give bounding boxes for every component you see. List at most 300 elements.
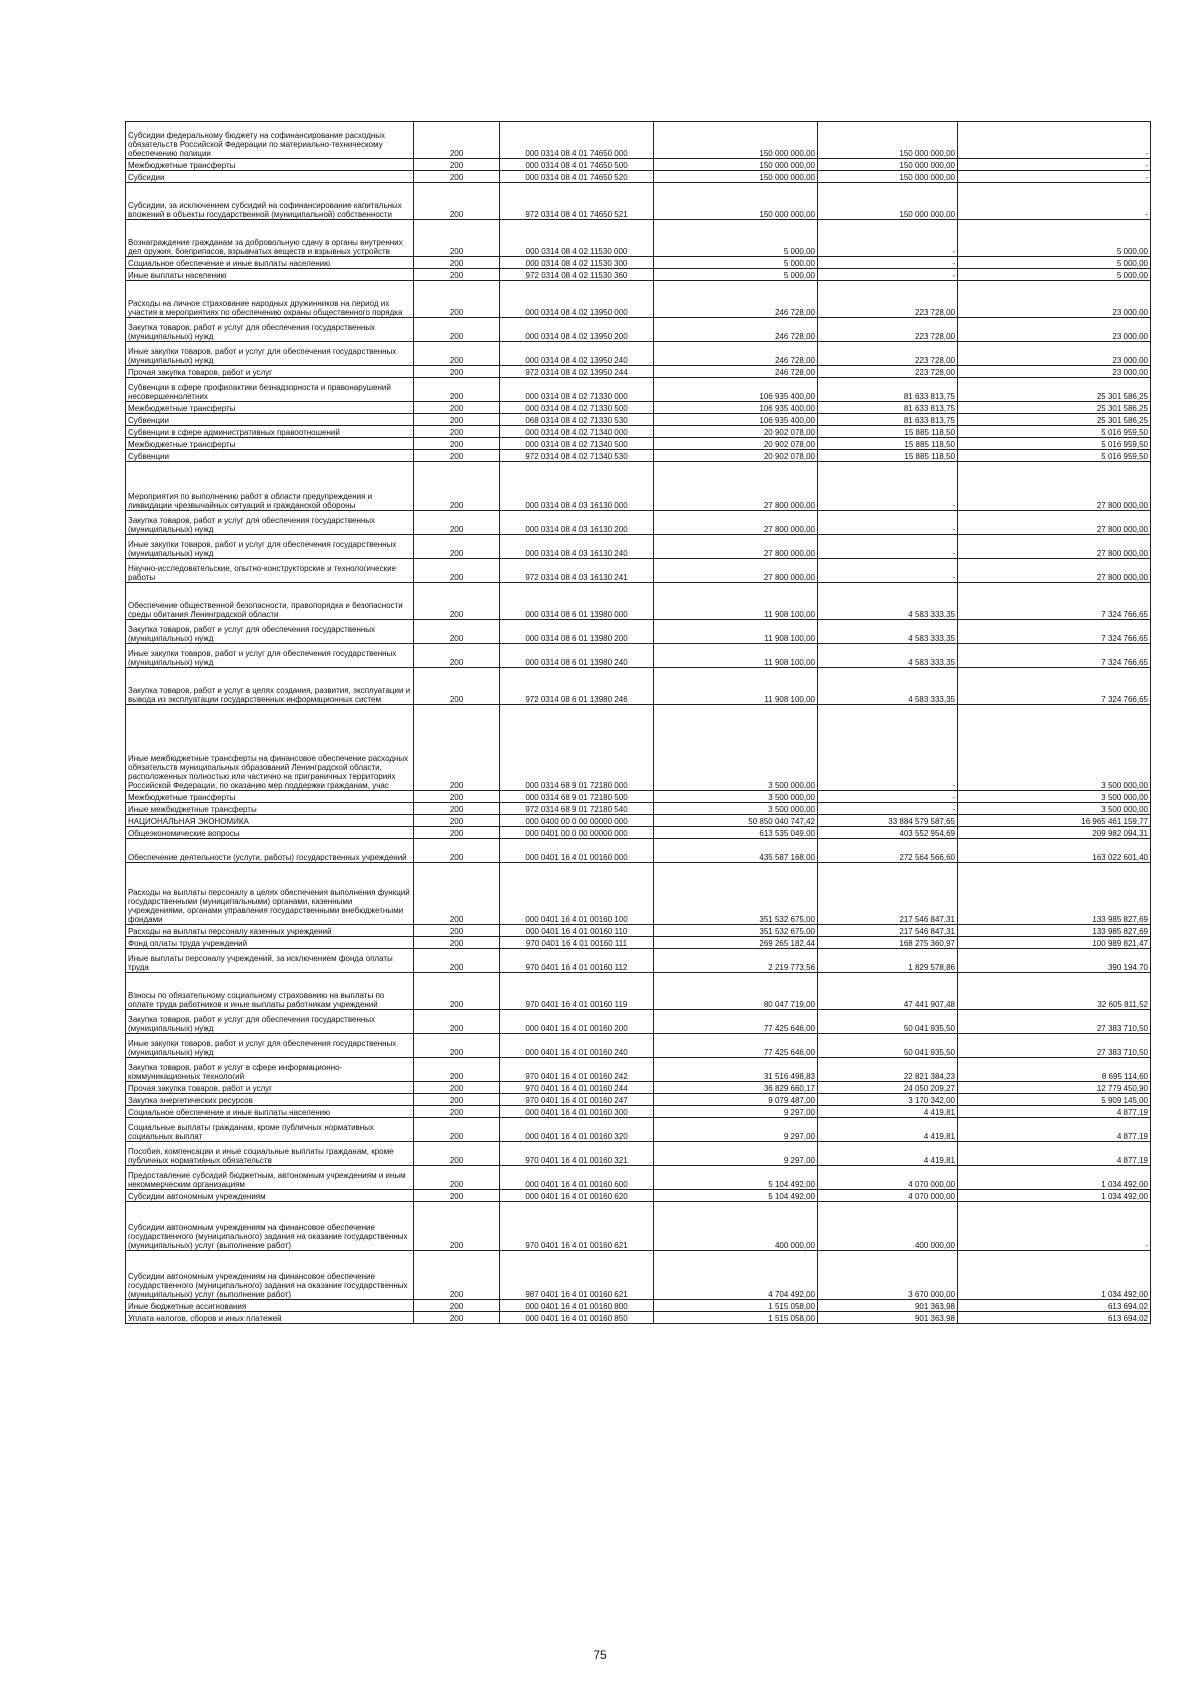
cell-code: 200 xyxy=(414,159,500,171)
cell-name: Взносы по обязательному социальному страхованию на выплаты по оплате труда работников и иные выплаты работникам учреждений xyxy=(126,973,414,1010)
cell-kbk: 972 0314 68 9 01 72180 540 xyxy=(500,803,654,815)
cell-code: 200 xyxy=(414,705,500,791)
cell-v2: - xyxy=(818,269,958,281)
cell-v2: 4 583 333,35 xyxy=(818,644,958,668)
cell-v1: 9 079 487,00 xyxy=(654,1094,818,1106)
cell-kbk: 970 0401 16 4 01 00160 321 xyxy=(500,1142,654,1166)
cell-kbk: 000 0314 68 9 01 72180 500 xyxy=(500,791,654,803)
cell-name: Научно-исследовательские, опытно-конструкторские и технологические работы xyxy=(126,559,414,583)
cell-name: Иные выплаты персоналу учреждений, за исключением фонда оплаты труда xyxy=(126,949,414,973)
cell-v1: 3 500 000,00 xyxy=(654,791,818,803)
cell-v1: 20 902 078,00 xyxy=(654,426,818,438)
cell-name: Межбюджетные трансферты xyxy=(126,402,414,414)
cell-code: 200 xyxy=(414,1010,500,1034)
cell-code: 200 xyxy=(414,511,500,535)
cell-kbk: 000 0314 08 4 02 13950 240 xyxy=(500,342,654,366)
table-row xyxy=(126,462,1151,511)
cell-v3: 27 800 000,00 xyxy=(958,462,1151,511)
table-row xyxy=(126,827,1151,839)
cell-v3: 8 695 114,60 xyxy=(958,1058,1151,1082)
cell-name: Социальные выплаты гражданам, кроме публичных нормативных социальных выплат xyxy=(126,1118,414,1142)
cell-v3: 1 034 492,00 xyxy=(958,1166,1151,1190)
cell-v3: 4 877,19 xyxy=(958,1142,1151,1166)
cell-name: Субвенции xyxy=(126,450,414,462)
cell-code: 200 xyxy=(414,1202,500,1251)
cell-name: Иные закупки товаров, работ и услуг для обеспечения государственных (муниципальных) нужд xyxy=(126,535,414,559)
cell-name: Субсидии, за исключением субсидий на софинансирование капитальных вложений в объекты государственной (муниципальной) собственности xyxy=(126,183,414,220)
cell-code: 200 xyxy=(414,414,500,426)
cell-name: Иные закупки товаров, работ и услуг для обеспечения государственных (муниципальных) нужд xyxy=(126,342,414,366)
cell-code: 200 xyxy=(414,366,500,378)
table-row xyxy=(126,414,1151,426)
cell-name: Обеспечение общественной безопасности, правопорядка и безопасности среды обитания Ленинградской области xyxy=(126,583,414,620)
cell-kbk: 000 0401 16 4 01 00160 100 xyxy=(500,863,654,925)
cell-v2: - xyxy=(818,535,958,559)
cell-v3: 4 877,19 xyxy=(958,1106,1151,1118)
cell-v3: 5 000,00 xyxy=(958,220,1151,257)
cell-code: 200 xyxy=(414,318,500,342)
cell-v3: 613 694,02 xyxy=(958,1312,1151,1324)
cell-v2: 400 000,00 xyxy=(818,1202,958,1251)
cell-kbk: 000 0314 08 4 02 71330 500 xyxy=(500,402,654,414)
table-row xyxy=(126,183,1151,220)
table-row xyxy=(126,122,1151,159)
table-row xyxy=(126,791,1151,803)
cell-kbk: 000 0401 16 4 01 00160 240 xyxy=(500,1034,654,1058)
cell-kbk: 000 0314 08 6 01 13980 000 xyxy=(500,583,654,620)
cell-v3: 25 301 586,25 xyxy=(958,414,1151,426)
cell-code: 200 xyxy=(414,220,500,257)
table-row xyxy=(126,1106,1151,1118)
cell-name: Прочая закупка товаров, работ и услуг xyxy=(126,366,414,378)
table-row xyxy=(126,450,1151,462)
cell-v1: 3 500 000,00 xyxy=(654,803,818,815)
cell-code: 200 xyxy=(414,1094,500,1106)
cell-v2: 223 728,00 xyxy=(818,366,958,378)
cell-kbk: 000 0314 08 4 02 11530 300 xyxy=(500,257,654,269)
cell-v1: 36 829 660,17 xyxy=(654,1082,818,1094)
cell-kbk: 000 0314 08 4 01 74650 000 xyxy=(500,122,654,159)
cell-v2: 272 564 566,60 xyxy=(818,839,958,863)
budget-table xyxy=(125,121,1151,1324)
cell-v3: - xyxy=(958,171,1151,183)
cell-v1: 50 850 040 747,42 xyxy=(654,815,818,827)
cell-v2: 4 583 333,35 xyxy=(818,583,958,620)
cell-v2: - xyxy=(818,257,958,269)
cell-kbk: 972 0314 08 6 01 13980 246 xyxy=(500,668,654,705)
table-row xyxy=(126,668,1151,705)
cell-v2: - xyxy=(818,511,958,535)
cell-name: Вознаграждение гражданам за добровольную сдачу в органы внутренних дел оружия, боеприпасов, взрывчатых веществ и взрывных устройств xyxy=(126,220,414,257)
cell-name: Иные закупки товаров, работ и услуг для обеспечения государственных (муниципальных) нужд xyxy=(126,1034,414,1058)
cell-v3: 23 000,00 xyxy=(958,318,1151,342)
cell-v1: 246 728,00 xyxy=(654,318,818,342)
cell-code: 200 xyxy=(414,1166,500,1190)
cell-code: 200 xyxy=(414,1058,500,1082)
cell-kbk: 068 0314 08 4 02 71330 530 xyxy=(500,414,654,426)
cell-code: 200 xyxy=(414,535,500,559)
cell-name: Субвенции xyxy=(126,414,414,426)
cell-v1: 1 515 058,00 xyxy=(654,1312,818,1324)
cell-v3: 7 324 766,65 xyxy=(958,644,1151,668)
cell-kbk: 987 0401 16 4 01 00160 621 xyxy=(500,1251,654,1300)
cell-name: НАЦИОНАЛЬНАЯ ЭКОНОМИКА xyxy=(126,815,414,827)
cell-name: Социальное обеспечение и иные выплаты населению xyxy=(126,257,414,269)
cell-name: Закупка товаров, работ и услуг для обеспечения государственных (муниципальных) нужд xyxy=(126,620,414,644)
cell-v1: 246 728,00 xyxy=(654,366,818,378)
cell-code: 200 xyxy=(414,1300,500,1312)
cell-v2: 403 552 954,69 xyxy=(818,827,958,839)
page-number: 75 xyxy=(593,1648,607,1662)
cell-code: 200 xyxy=(414,949,500,973)
cell-kbk: 000 0401 16 4 01 00160 800 xyxy=(500,1300,654,1312)
cell-code: 200 xyxy=(414,839,500,863)
cell-v2: - xyxy=(818,462,958,511)
cell-v3: 32 605 811,52 xyxy=(958,973,1151,1010)
table-row xyxy=(126,378,1151,402)
cell-code: 200 xyxy=(414,620,500,644)
cell-code: 200 xyxy=(414,668,500,705)
cell-v1: 2 219 773,56 xyxy=(654,949,818,973)
cell-v1: 5 000,00 xyxy=(654,220,818,257)
table-row xyxy=(126,438,1151,450)
cell-v1: 20 902 078,00 xyxy=(654,450,818,462)
cell-v1: 351 532 675,00 xyxy=(654,863,818,925)
cell-v2: 901 363,98 xyxy=(818,1312,958,1324)
table-row xyxy=(126,1058,1151,1082)
table-row xyxy=(126,1312,1151,1324)
cell-v2: 50 041 935,50 xyxy=(818,1010,958,1034)
cell-code: 200 xyxy=(414,937,500,949)
cell-v3: 7 324 766,65 xyxy=(958,620,1151,644)
cell-v2: 50 041 935,50 xyxy=(818,1034,958,1058)
table-row xyxy=(126,535,1151,559)
cell-code: 200 xyxy=(414,827,500,839)
cell-code: 200 xyxy=(414,791,500,803)
cell-kbk: 000 0314 08 4 03 16130 240 xyxy=(500,535,654,559)
cell-name: Иные межбюджетные трансферты на финансовое обеспечение расходных обязательств муниципальных образований Ленинградской области, расположенных полностью или частично на приграничных территориях Российской Федерации, по оказанию мер поддержки гражданам, учас xyxy=(126,705,414,791)
cell-v1: 351 532 675,00 xyxy=(654,925,818,937)
cell-v2: - xyxy=(818,220,958,257)
cell-v3: 5 000,00 xyxy=(958,257,1151,269)
table-row xyxy=(126,839,1151,863)
cell-name: Расходы на личное страхование народных дружинников на период их участия в мероприятиях по обеспечению охраны общественного порядка xyxy=(126,281,414,318)
cell-v3: 12 779 450,90 xyxy=(958,1082,1151,1094)
cell-v2: 4 419,81 xyxy=(818,1106,958,1118)
cell-v1: 27 800 000,00 xyxy=(654,511,818,535)
cell-v3: 163 022 601,40 xyxy=(958,839,1151,863)
cell-name: Расходы на выплаты персоналу казенных учреждений xyxy=(126,925,414,937)
cell-code: 200 xyxy=(414,583,500,620)
cell-name: Закупка товаров, работ и услуг в целях создания, развития, эксплуатации и вывода из эксплуатации государственных информационных систем xyxy=(126,668,414,705)
cell-v1: 106 935 400,00 xyxy=(654,402,818,414)
table-row xyxy=(126,1166,1151,1190)
cell-v1: 77 425 646,00 xyxy=(654,1034,818,1058)
cell-name: Пособия, компенсации и иные социальные выплаты гражданам, кроме публичных нормативных обязательств xyxy=(126,1142,414,1166)
cell-v2: 168 275 360,97 xyxy=(818,937,958,949)
cell-v1: 77 425 646,00 xyxy=(654,1010,818,1034)
table-row xyxy=(126,620,1151,644)
cell-v1: 613 535 049,00 xyxy=(654,827,818,839)
cell-v3: 209 982 094,31 xyxy=(958,827,1151,839)
cell-v3: 27 383 710,50 xyxy=(958,1010,1151,1034)
cell-kbk: 000 0401 16 4 01 00160 320 xyxy=(500,1118,654,1142)
cell-code: 200 xyxy=(414,1190,500,1202)
cell-v2: 901 363,98 xyxy=(818,1300,958,1312)
cell-code: 200 xyxy=(414,281,500,318)
cell-name: Социальное обеспечение и иные выплаты населению xyxy=(126,1106,414,1118)
cell-v1: 269 265 182,44 xyxy=(654,937,818,949)
cell-v2: - xyxy=(818,803,958,815)
cell-v1: 4 704 492,00 xyxy=(654,1251,818,1300)
cell-v2: 33 884 579 587,65 xyxy=(818,815,958,827)
cell-name: Расходы на выплаты персоналу в целях обеспечения выполнения функций государственными (муниципальными) органами, казенными учреждениями, органами управления государственными внебюджетными фондами xyxy=(126,863,414,925)
cell-v2: 223 728,00 xyxy=(818,318,958,342)
cell-code: 200 xyxy=(414,183,500,220)
cell-code: 200 xyxy=(414,342,500,366)
cell-v1: 11 908 100,00 xyxy=(654,668,818,705)
cell-v1: 11 908 100,00 xyxy=(654,583,818,620)
cell-v3: 4 877,19 xyxy=(958,1118,1151,1142)
cell-v2: 3 670 000,00 xyxy=(818,1251,958,1300)
cell-code: 200 xyxy=(414,559,500,583)
cell-v2: 4 070 000,00 xyxy=(818,1190,958,1202)
cell-kbk: 000 0314 08 6 01 13980 200 xyxy=(500,620,654,644)
table-row xyxy=(126,1118,1151,1142)
cell-name: Межбюджетные трансферты xyxy=(126,438,414,450)
cell-kbk: 000 0314 08 4 02 71340 000 xyxy=(500,426,654,438)
cell-kbk: 000 0401 16 4 01 00160 200 xyxy=(500,1010,654,1034)
cell-code: 200 xyxy=(414,269,500,281)
cell-v3: 133 985 827,69 xyxy=(958,863,1151,925)
cell-kbk: 000 0314 08 4 01 74650 500 xyxy=(500,159,654,171)
cell-v1: 5 104 492,00 xyxy=(654,1166,818,1190)
cell-v2: - xyxy=(818,791,958,803)
cell-name: Межбюджетные трансферты xyxy=(126,791,414,803)
table-row xyxy=(126,803,1151,815)
table-row xyxy=(126,342,1151,366)
cell-name: Субсидии автономным учреждениям на финансовое обеспечение государственного (муниципального) задания на оказание государственных (муниципальных) услуг (выполнение работ) xyxy=(126,1202,414,1251)
cell-v3: - xyxy=(958,183,1151,220)
cell-v3: - xyxy=(958,159,1151,171)
table-row xyxy=(126,863,1151,925)
cell-name: Межбюджетные трансферты xyxy=(126,159,414,171)
cell-code: 200 xyxy=(414,1034,500,1058)
cell-v1: 5 104 492,00 xyxy=(654,1190,818,1202)
cell-v3: 390 194,70 xyxy=(958,949,1151,973)
cell-code: 200 xyxy=(414,171,500,183)
cell-v1: 9 297,00 xyxy=(654,1118,818,1142)
cell-v1: 150 000 000,00 xyxy=(654,122,818,159)
cell-v1: 80 047 719,00 xyxy=(654,973,818,1010)
table-row xyxy=(126,815,1151,827)
cell-v1: 1 515 058,00 xyxy=(654,1300,818,1312)
cell-kbk: 000 0401 16 4 01 00160 850 xyxy=(500,1312,654,1324)
cell-kbk: 000 0401 16 4 01 00160 110 xyxy=(500,925,654,937)
cell-kbk: 972 0314 08 4 02 13950 244 xyxy=(500,366,654,378)
cell-v1: 5 000,00 xyxy=(654,257,818,269)
cell-v3: 3 500 000,00 xyxy=(958,803,1151,815)
cell-v3: 7 324 766,65 xyxy=(958,583,1151,620)
cell-v1: 27 800 000,00 xyxy=(654,535,818,559)
cell-code: 200 xyxy=(414,1082,500,1094)
cell-kbk: 972 0314 08 4 03 16130 241 xyxy=(500,559,654,583)
cell-code: 200 xyxy=(414,973,500,1010)
table-row xyxy=(126,1082,1151,1094)
table-row xyxy=(126,269,1151,281)
table-row xyxy=(126,1202,1151,1251)
cell-v1: 150 000 000,00 xyxy=(654,159,818,171)
cell-v2: 15 885 118,50 xyxy=(818,450,958,462)
cell-name: Прочая закупка товаров, работ и услуг xyxy=(126,1082,414,1094)
cell-code: 200 xyxy=(414,402,500,414)
cell-v1: 27 800 000,00 xyxy=(654,462,818,511)
cell-name: Закупка товаров, работ и услуг для обеспечения государственных (муниципальных) нужд xyxy=(126,318,414,342)
cell-code: 200 xyxy=(414,1118,500,1142)
cell-kbk: 970 0401 16 4 01 00160 111 xyxy=(500,937,654,949)
table-row xyxy=(126,559,1151,583)
cell-v2: 217 546 847,31 xyxy=(818,863,958,925)
cell-v3: 613 694,02 xyxy=(958,1300,1151,1312)
cell-kbk: 970 0401 16 4 01 00160 119 xyxy=(500,973,654,1010)
cell-name: Закупка товаров, работ и услуг для обеспечения государственных (муниципальных) нужд xyxy=(126,511,414,535)
cell-code: 200 xyxy=(414,1251,500,1300)
cell-v1: 20 902 078,00 xyxy=(654,438,818,450)
cell-v2: 4 583 333,35 xyxy=(818,668,958,705)
cell-kbk: 970 0401 16 4 01 00160 247 xyxy=(500,1094,654,1106)
cell-kbk: 000 0401 00 0 00 00000 000 xyxy=(500,827,654,839)
cell-v1: 150 000 000,00 xyxy=(654,171,818,183)
cell-v2: 150 000 000,00 xyxy=(818,183,958,220)
cell-code: 200 xyxy=(414,378,500,402)
cell-v3: 5 016 959,50 xyxy=(958,438,1151,450)
table-row xyxy=(126,973,1151,1010)
cell-code: 200 xyxy=(414,462,500,511)
table-row xyxy=(126,583,1151,620)
cell-v2: - xyxy=(818,705,958,791)
cell-v2: 47 441 907,48 xyxy=(818,973,958,1010)
cell-v3: 25 301 586,25 xyxy=(958,378,1151,402)
cell-name: Предоставление субсидий бюджетным, автономным учреждениям и иным некоммерческим организациям xyxy=(126,1166,414,1190)
table-row xyxy=(126,171,1151,183)
cell-v1: 435 587 168,00 xyxy=(654,839,818,863)
cell-v3: - xyxy=(958,122,1151,159)
cell-v1: 9 297,00 xyxy=(654,1142,818,1166)
table-row xyxy=(126,159,1151,171)
cell-v3: 3 500 000,00 xyxy=(958,791,1151,803)
cell-name: Иные бюджетные ассигнования xyxy=(126,1300,414,1312)
cell-kbk: 970 0401 16 4 01 00160 244 xyxy=(500,1082,654,1094)
cell-name: Закупка энергетических ресурсов xyxy=(126,1094,414,1106)
cell-v3: 1 034 492,00 xyxy=(958,1251,1151,1300)
cell-name: Субсидии автономным учреждениям xyxy=(126,1190,414,1202)
table-row xyxy=(126,281,1151,318)
cell-kbk: 000 0401 16 4 01 00160 600 xyxy=(500,1166,654,1190)
cell-v3: 133 985 827,69 xyxy=(958,925,1151,937)
cell-kbk: 970 0401 16 4 01 00160 242 xyxy=(500,1058,654,1082)
cell-code: 200 xyxy=(414,925,500,937)
cell-v1: 400 000,00 xyxy=(654,1202,818,1251)
cell-v2: 150 000 000,00 xyxy=(818,122,958,159)
cell-kbk: 000 0400 00 0 00 00000 000 xyxy=(500,815,654,827)
cell-v3: 25 301 586,25 xyxy=(958,402,1151,414)
cell-v3: 23 000,00 xyxy=(958,366,1151,378)
cell-v3: 100 989 821,47 xyxy=(958,937,1151,949)
cell-name: Фонд оплаты труда учреждений xyxy=(126,937,414,949)
cell-v3: 5 909 145,00 xyxy=(958,1094,1151,1106)
cell-v1: 11 908 100,00 xyxy=(654,620,818,644)
cell-code: 200 xyxy=(414,863,500,925)
cell-kbk: 000 0314 08 4 01 74650 520 xyxy=(500,171,654,183)
cell-kbk: 000 0314 08 4 02 13950 000 xyxy=(500,281,654,318)
cell-v2: 81 633 813,75 xyxy=(818,414,958,426)
cell-v2: 217 546 847,31 xyxy=(818,925,958,937)
cell-v3: 27 383 710,50 xyxy=(958,1034,1151,1058)
cell-v2: 223 728,00 xyxy=(818,342,958,366)
cell-kbk: 972 0314 08 4 01 74650 521 xyxy=(500,183,654,220)
cell-v1: 106 935 400,00 xyxy=(654,378,818,402)
cell-v2: 81 633 813,75 xyxy=(818,402,958,414)
cell-code: 200 xyxy=(414,122,500,159)
cell-v2: 150 000 000,00 xyxy=(818,159,958,171)
cell-kbk: 000 0401 16 4 01 00160 300 xyxy=(500,1106,654,1118)
cell-v3: 27 800 000,00 xyxy=(958,559,1151,583)
cell-v2: 150 000 000,00 xyxy=(818,171,958,183)
table-row xyxy=(126,925,1151,937)
cell-v2: 4 070 000,00 xyxy=(818,1166,958,1190)
budget-table-body xyxy=(126,122,1151,1324)
table-row xyxy=(126,1094,1151,1106)
cell-name: Общеэкономические вопросы xyxy=(126,827,414,839)
cell-v1: 27 800 000,00 xyxy=(654,559,818,583)
cell-name: Закупка товаров, работ и услуг для обеспечения государственных (муниципальных) нужд xyxy=(126,1010,414,1034)
cell-v1: 106 935 400,00 xyxy=(654,414,818,426)
cell-v2: 4 583 333,35 xyxy=(818,620,958,644)
cell-kbk: 000 0314 08 4 02 11530 000 xyxy=(500,220,654,257)
cell-v2: - xyxy=(818,559,958,583)
cell-v3: 23 000,00 xyxy=(958,281,1151,318)
cell-v2: 1 829 578,86 xyxy=(818,949,958,973)
cell-kbk: 000 0314 08 4 02 71330 000 xyxy=(500,378,654,402)
cell-v2: 22 821 384,23 xyxy=(818,1058,958,1082)
cell-kbk: 972 0314 08 4 02 71340 530 xyxy=(500,450,654,462)
table-row xyxy=(126,318,1151,342)
cell-v3: 1 034 492,00 xyxy=(958,1190,1151,1202)
table-row xyxy=(126,949,1151,973)
cell-v2: 4 419,81 xyxy=(818,1142,958,1166)
cell-v2: 3 170 342,00 xyxy=(818,1094,958,1106)
table-row xyxy=(126,644,1151,668)
cell-code: 200 xyxy=(414,426,500,438)
cell-kbk: 000 0314 08 4 03 16130 200 xyxy=(500,511,654,535)
cell-kbk: 970 0401 16 4 01 00160 621 xyxy=(500,1202,654,1251)
cell-kbk: 000 0401 16 4 01 00160 000 xyxy=(500,839,654,863)
cell-v2: 15 885 118,50 xyxy=(818,426,958,438)
cell-kbk: 000 0314 68 9 01 72180 000 xyxy=(500,705,654,791)
cell-code: 200 xyxy=(414,1106,500,1118)
cell-v3: 5 016 959,50 xyxy=(958,426,1151,438)
table-row xyxy=(126,1034,1151,1058)
cell-name: Иные межбюджетные трансферты xyxy=(126,803,414,815)
cell-name: Субсидии федеральному бюджету на софинансирование расходных обязательств Российской Федерации по материально-техническому обеспечению полиции xyxy=(126,122,414,159)
cell-code: 200 xyxy=(414,1142,500,1166)
cell-code: 200 xyxy=(414,438,500,450)
cell-name: Субсидии автономным учреждениям на финансовое обеспечение государственного (муниципального) задания на оказание государственных (муниципальных) услуг (выполнение работ) xyxy=(126,1251,414,1300)
table-row xyxy=(126,511,1151,535)
table-row xyxy=(126,366,1151,378)
table-row xyxy=(126,402,1151,414)
cell-code: 200 xyxy=(414,450,500,462)
